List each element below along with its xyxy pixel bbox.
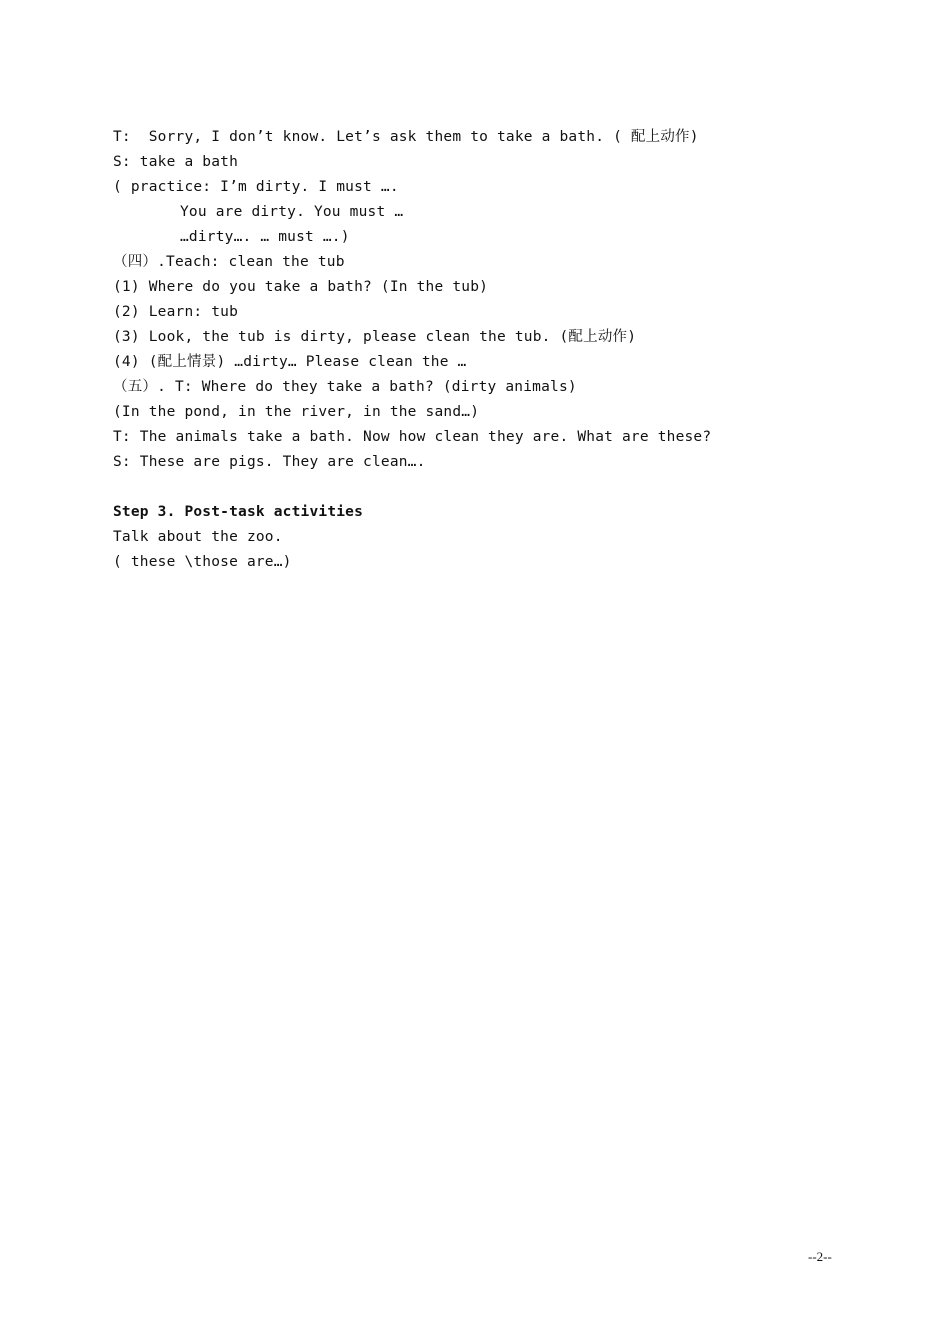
text-line: (In the pond, in the river, in the sand…) [113, 404, 480, 420]
text-line: T: Sorry, I don’t know. Let’s ask them to take a bath. ( 配上动作) [113, 129, 699, 145]
text-line: (3) Look, the tub is dirty, please clean the tub. (配上动作) [113, 329, 637, 345]
text-line: (4) (配上情景) …dirty… Please clean the … [113, 354, 467, 370]
text-line-indented: …dirty…. … must ….) [180, 229, 350, 245]
text-line: ( practice: I’m dirty. I must …. [113, 179, 399, 195]
text-line: (2) Learn: tub [113, 304, 239, 320]
text-line: T: The animals take a bath. Now how clean they are. What are these? [113, 429, 712, 445]
section-heading-4: （四）.Teach: clean the tub [113, 254, 345, 270]
text-line: S: These are pigs. They are clean…. [113, 454, 426, 470]
text-line-indented: You are dirty. You must … [180, 204, 404, 220]
text-line: Talk about the zoo. [113, 529, 283, 545]
document-body [113, 125, 833, 575]
page-number: --2-- [808, 1249, 832, 1264]
text-line: (1) Where do you take a bath? (In the tub) [113, 279, 489, 295]
blank-line [113, 475, 833, 500]
section-heading-5: （五）. T: Where do they take a bath? (dirty animals) [113, 379, 577, 395]
text-line: ( these \those are…) [113, 554, 292, 570]
text-line: S: take a bath [113, 154, 239, 170]
step-heading: Step 3. Post-task activities [113, 504, 364, 520]
